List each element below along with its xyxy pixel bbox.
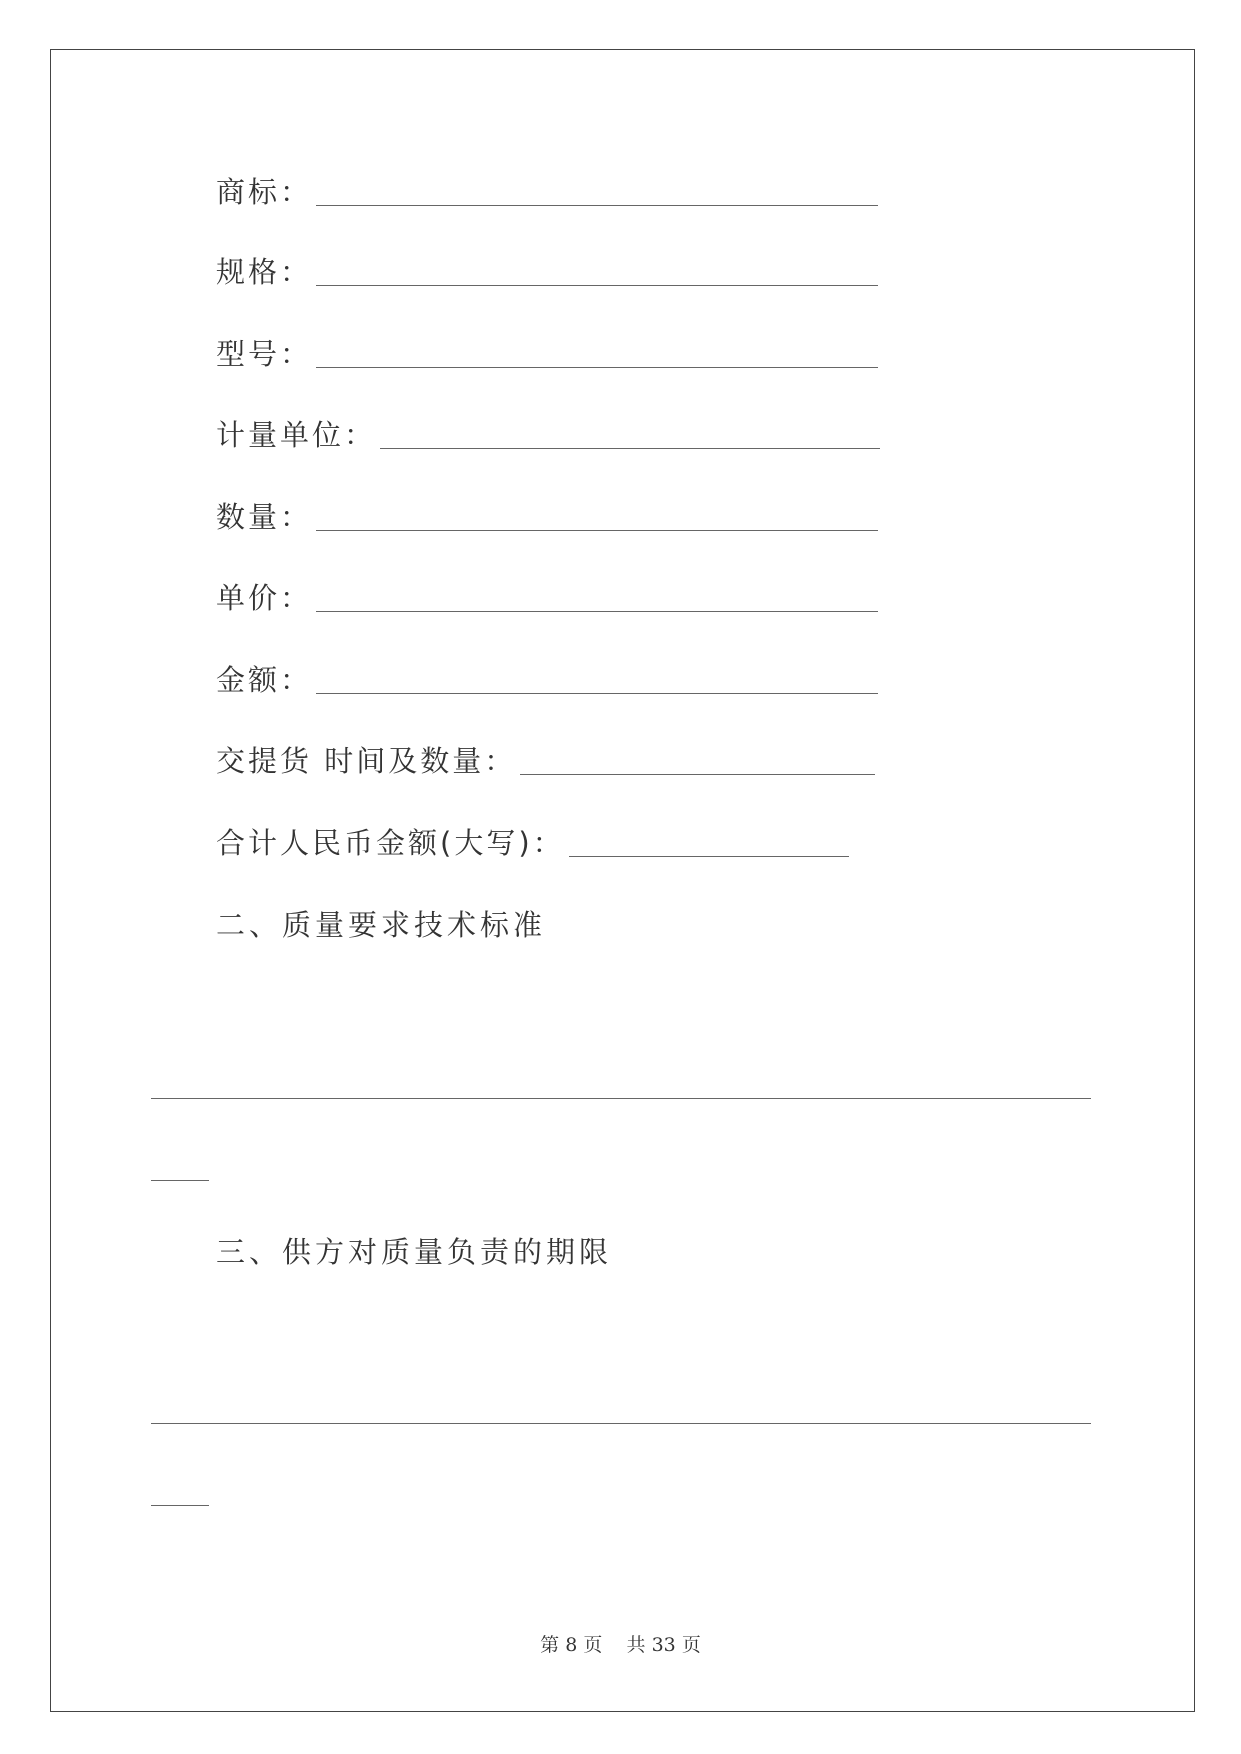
field-quantity <box>216 497 878 537</box>
field-model <box>216 334 878 374</box>
blank-fill-line[interactable] <box>520 774 875 775</box>
blank-fill-line[interactable] <box>316 611 878 612</box>
section-heading-quality-period: 三、供方对质量负责的期限 <box>216 1235 613 1269</box>
blank-fill-line[interactable] <box>380 448 880 449</box>
blank-fill-line[interactable] <box>151 1180 209 1181</box>
field-label: 合计人民币金额(大写)： <box>216 826 565 860</box>
field-trademark <box>216 172 878 212</box>
field-unit <box>216 415 880 455</box>
footer-page-number: 8 <box>565 1634 578 1656</box>
blank-fill-line[interactable] <box>316 693 878 694</box>
blank-fill-line[interactable] <box>316 367 878 368</box>
blank-fill-line[interactable] <box>151 1098 1091 1099</box>
section-heading-quality-standard: 二、质量要求技术标准 <box>216 908 547 942</box>
page-frame <box>50 49 1195 1712</box>
footer-total-prefix: 共 <box>626 1634 646 1656</box>
blank-fill-line[interactable] <box>316 205 878 206</box>
field-label: 商标： <box>216 175 313 209</box>
field-label: 数量： <box>216 500 313 534</box>
footer-page-suffix: 页 <box>583 1634 603 1656</box>
field-label: 计量单位： <box>216 418 377 452</box>
field-unit-price <box>216 578 878 618</box>
footer-page-prefix: 第 <box>540 1634 560 1656</box>
page-footer <box>0 1630 1241 1657</box>
blank-fill-line[interactable] <box>151 1505 209 1506</box>
field-label: 型号： <box>216 337 313 371</box>
field-specification <box>216 252 878 292</box>
field-label: 规格： <box>216 255 313 289</box>
blank-fill-line[interactable] <box>316 530 878 531</box>
blank-fill-line[interactable] <box>569 856 849 857</box>
field-label: 单价： <box>216 581 313 615</box>
field-label: 交提货 时间及数量： <box>216 744 517 778</box>
field-amount <box>216 660 878 700</box>
footer-total-pages: 33 <box>651 1634 676 1656</box>
blank-fill-line[interactable] <box>151 1423 1091 1424</box>
blank-fill-line[interactable] <box>316 285 878 286</box>
footer-total-suffix: 页 <box>681 1634 701 1656</box>
field-total-amount <box>216 823 849 863</box>
field-delivery-time <box>216 741 875 781</box>
field-label: 金额： <box>216 663 313 697</box>
